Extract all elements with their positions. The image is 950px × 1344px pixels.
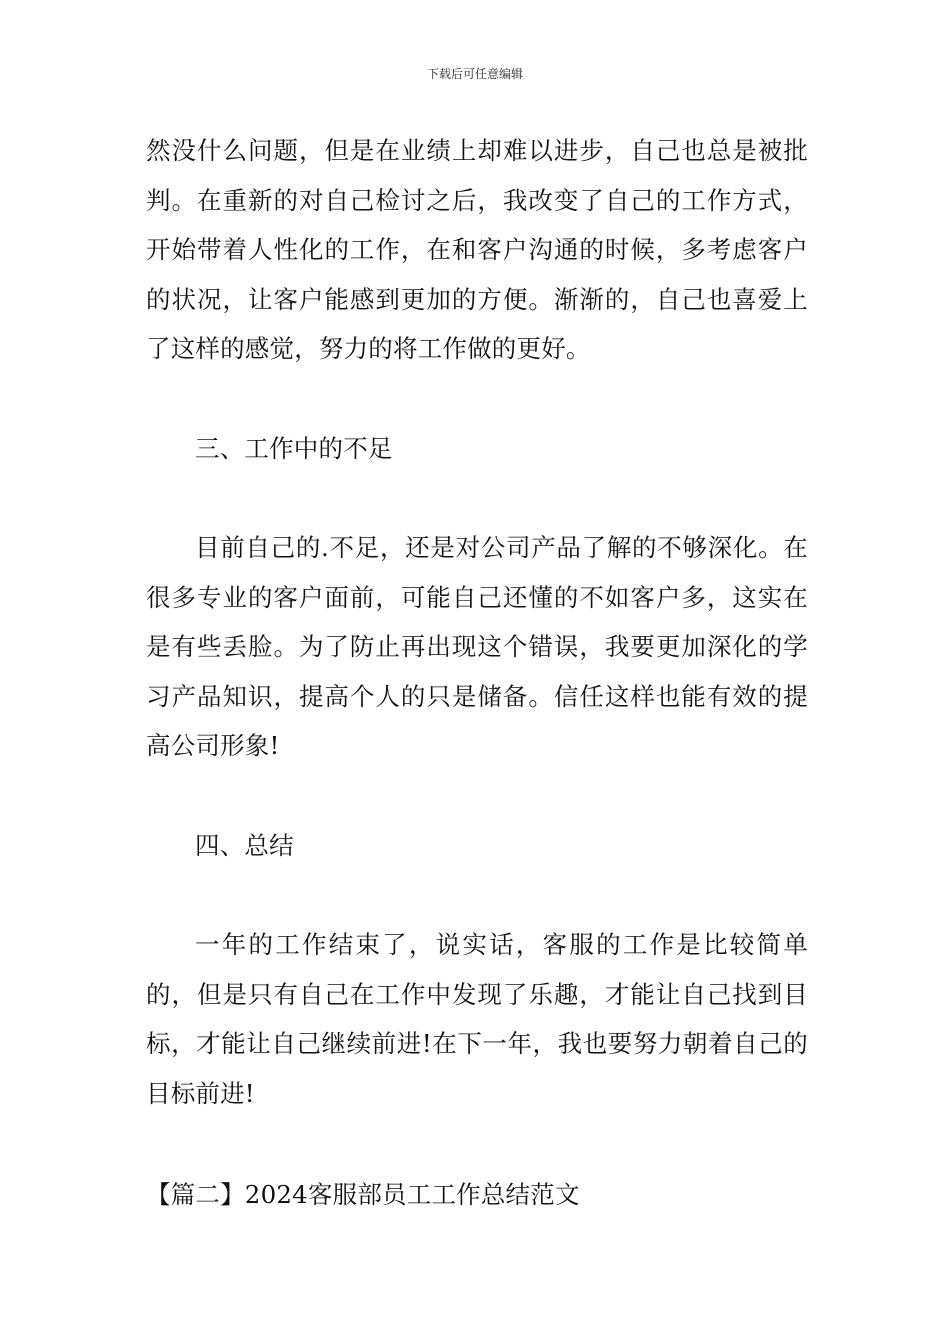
paragraph-continuation: 然没什么问题，但是在业绩上却难以进步，自己也总是被批判。在重新的对自己检讨之后，我改变了自己的工作方式，开始带着人性化的工作，在和客户沟通的时候，多考虑客户的状况，让客户能感到更加的方便。渐渐的，自己也喜爱上了这样的感觉，努力的将工作做的更好。: [146, 136, 808, 363]
page-header: 下载后可任意编辑: [426, 67, 523, 81]
section-heading-shortcomings: 三、工作中的不足: [195, 434, 393, 463]
paragraph-shortcomings: 目前自己的.不足，还是对公司产品了解的不够深化。在很多专业的客户面前，可能自己还懂的不如客户多，这实在是有些丢脸。为了防止再出现这个错误，我要更加深化的学习产品知识，提高个人的只是储备。信任这样也能有效的提高公司形象!: [146, 533, 808, 760]
article-title-part-two: 【篇二】2024客服部员工工作总结范文: [146, 1180, 580, 1209]
paragraph-summary: 一年的工作结束了，说实话，客服的工作是比较简单的，但是只有自己在工作中发现了乐趣，才能让自己找到目标，才能让自己继续前进!在下一年，我也要努力朝着自己的目标前进!: [146, 930, 808, 1108]
section-heading-summary: 四、总结: [195, 831, 294, 860]
